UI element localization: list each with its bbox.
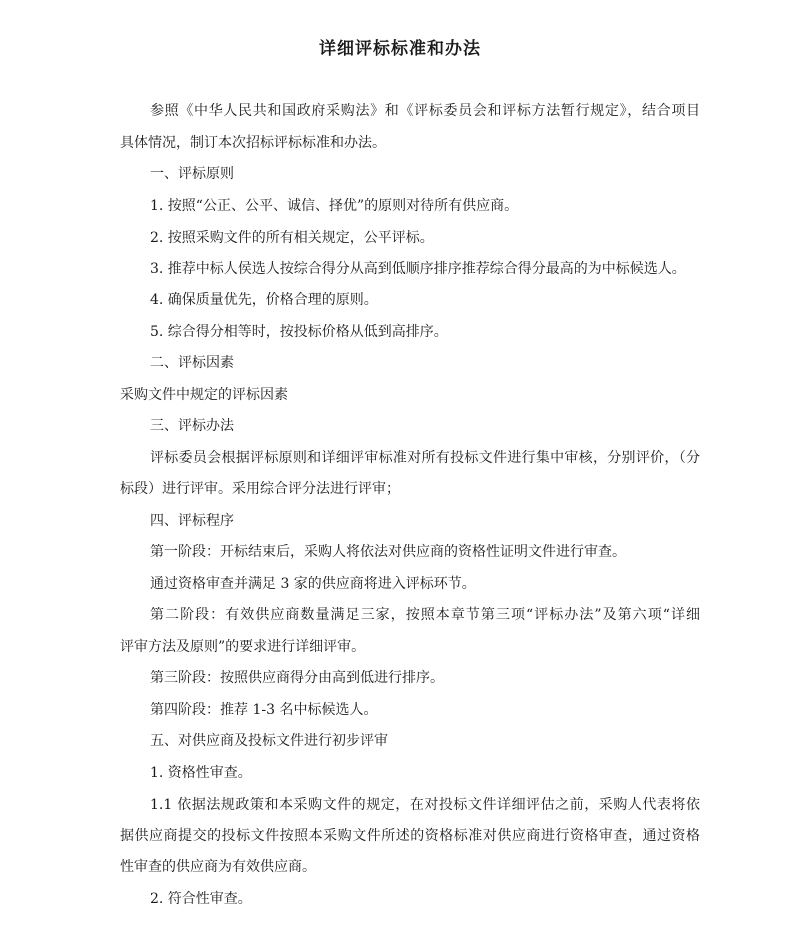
methods-paragraph-line-2: 标段）进行评审。采用综合评分法进行评审； <box>120 481 400 497</box>
document-title: 详细评标标准和办法 <box>319 39 481 59</box>
procedure-stage-2-line-2: 评审方法及原则”的要求进行详细评审。 <box>120 639 366 655</box>
section-heading-methods: 三、评标办法 <box>150 418 234 434</box>
principle-item-3: 3. 推荐中标人侯选人按综合得分从高到低顺序排序推荐综合得分最高的为中标候选人。 <box>150 261 686 277</box>
intro-paragraph-line-1: 参照《中华人民共和国政府采购法》和《评标委员会和评标方法暂行规定》，结合项目 <box>150 103 700 119</box>
review-item-2-heading: 2. 符合性审查。 <box>150 891 252 907</box>
section-heading-factors: 二、评标因素 <box>150 355 234 371</box>
intro-paragraph-line-2: 具体情况，制订本次招标评标标准和办法。 <box>120 135 386 151</box>
procedure-stage-1-note: 通过资格审查并满足 3 家的供应商将进入评标环节。 <box>150 576 476 592</box>
principle-item-4: 4. 确保质量优先，价格合理的原则。 <box>150 292 378 308</box>
procedure-stage-3: 第三阶段：按照供应商得分由高到低进行排序。 <box>150 670 444 686</box>
review-item-1-1-line-2: 据供应商提交的投标文件按照本采购文件所述的资格标准对供应商进行资格审查，通过资格 <box>120 828 700 844</box>
principle-item-5: 5. 综合得分相等时，按投标价格从低到高排序。 <box>150 324 448 340</box>
procedure-stage-2-line-1: 第二阶段：有效供应商数量满足三家，按照本章节第三项“评标办法”及第六项“详细 <box>150 607 700 623</box>
section-heading-principles: 一、评标原则 <box>150 166 234 182</box>
review-item-1-1-line-1: 1.1 依据法规政策和本采购文件的规定，在对投标文件详细评估之前，采购人代表将依 <box>150 797 700 813</box>
principle-item-2: 2. 按照采购文件的所有相关规定，公平评标。 <box>150 230 434 246</box>
methods-paragraph-line-1: 评标委员会根据评标原则和详细评审标准对所有投标文件进行集中审核，分别评价，（分 <box>150 450 700 466</box>
procedure-stage-4: 第四阶段：推荐 1-3 名中标候选人。 <box>150 702 378 718</box>
principle-item-1: 1. 按照“公正、公平、诚信、择优”的原则对待所有供应商。 <box>150 198 519 214</box>
review-item-1-1-line-3: 性审查的供应商为有效供应商。 <box>120 859 316 875</box>
section-heading-preliminary-review: 五、对供应商及投标文件进行初步评审 <box>150 733 388 749</box>
section-heading-procedure: 四、评标程序 <box>150 513 234 529</box>
review-item-1-heading: 1. 资格性审查。 <box>150 765 252 781</box>
procedure-stage-1: 第一阶段：开标结束后，采购人将依法对供应商的资格性证明文件进行审查。 <box>150 544 626 560</box>
factors-text: 采购文件中规定的评标因素 <box>120 387 288 403</box>
